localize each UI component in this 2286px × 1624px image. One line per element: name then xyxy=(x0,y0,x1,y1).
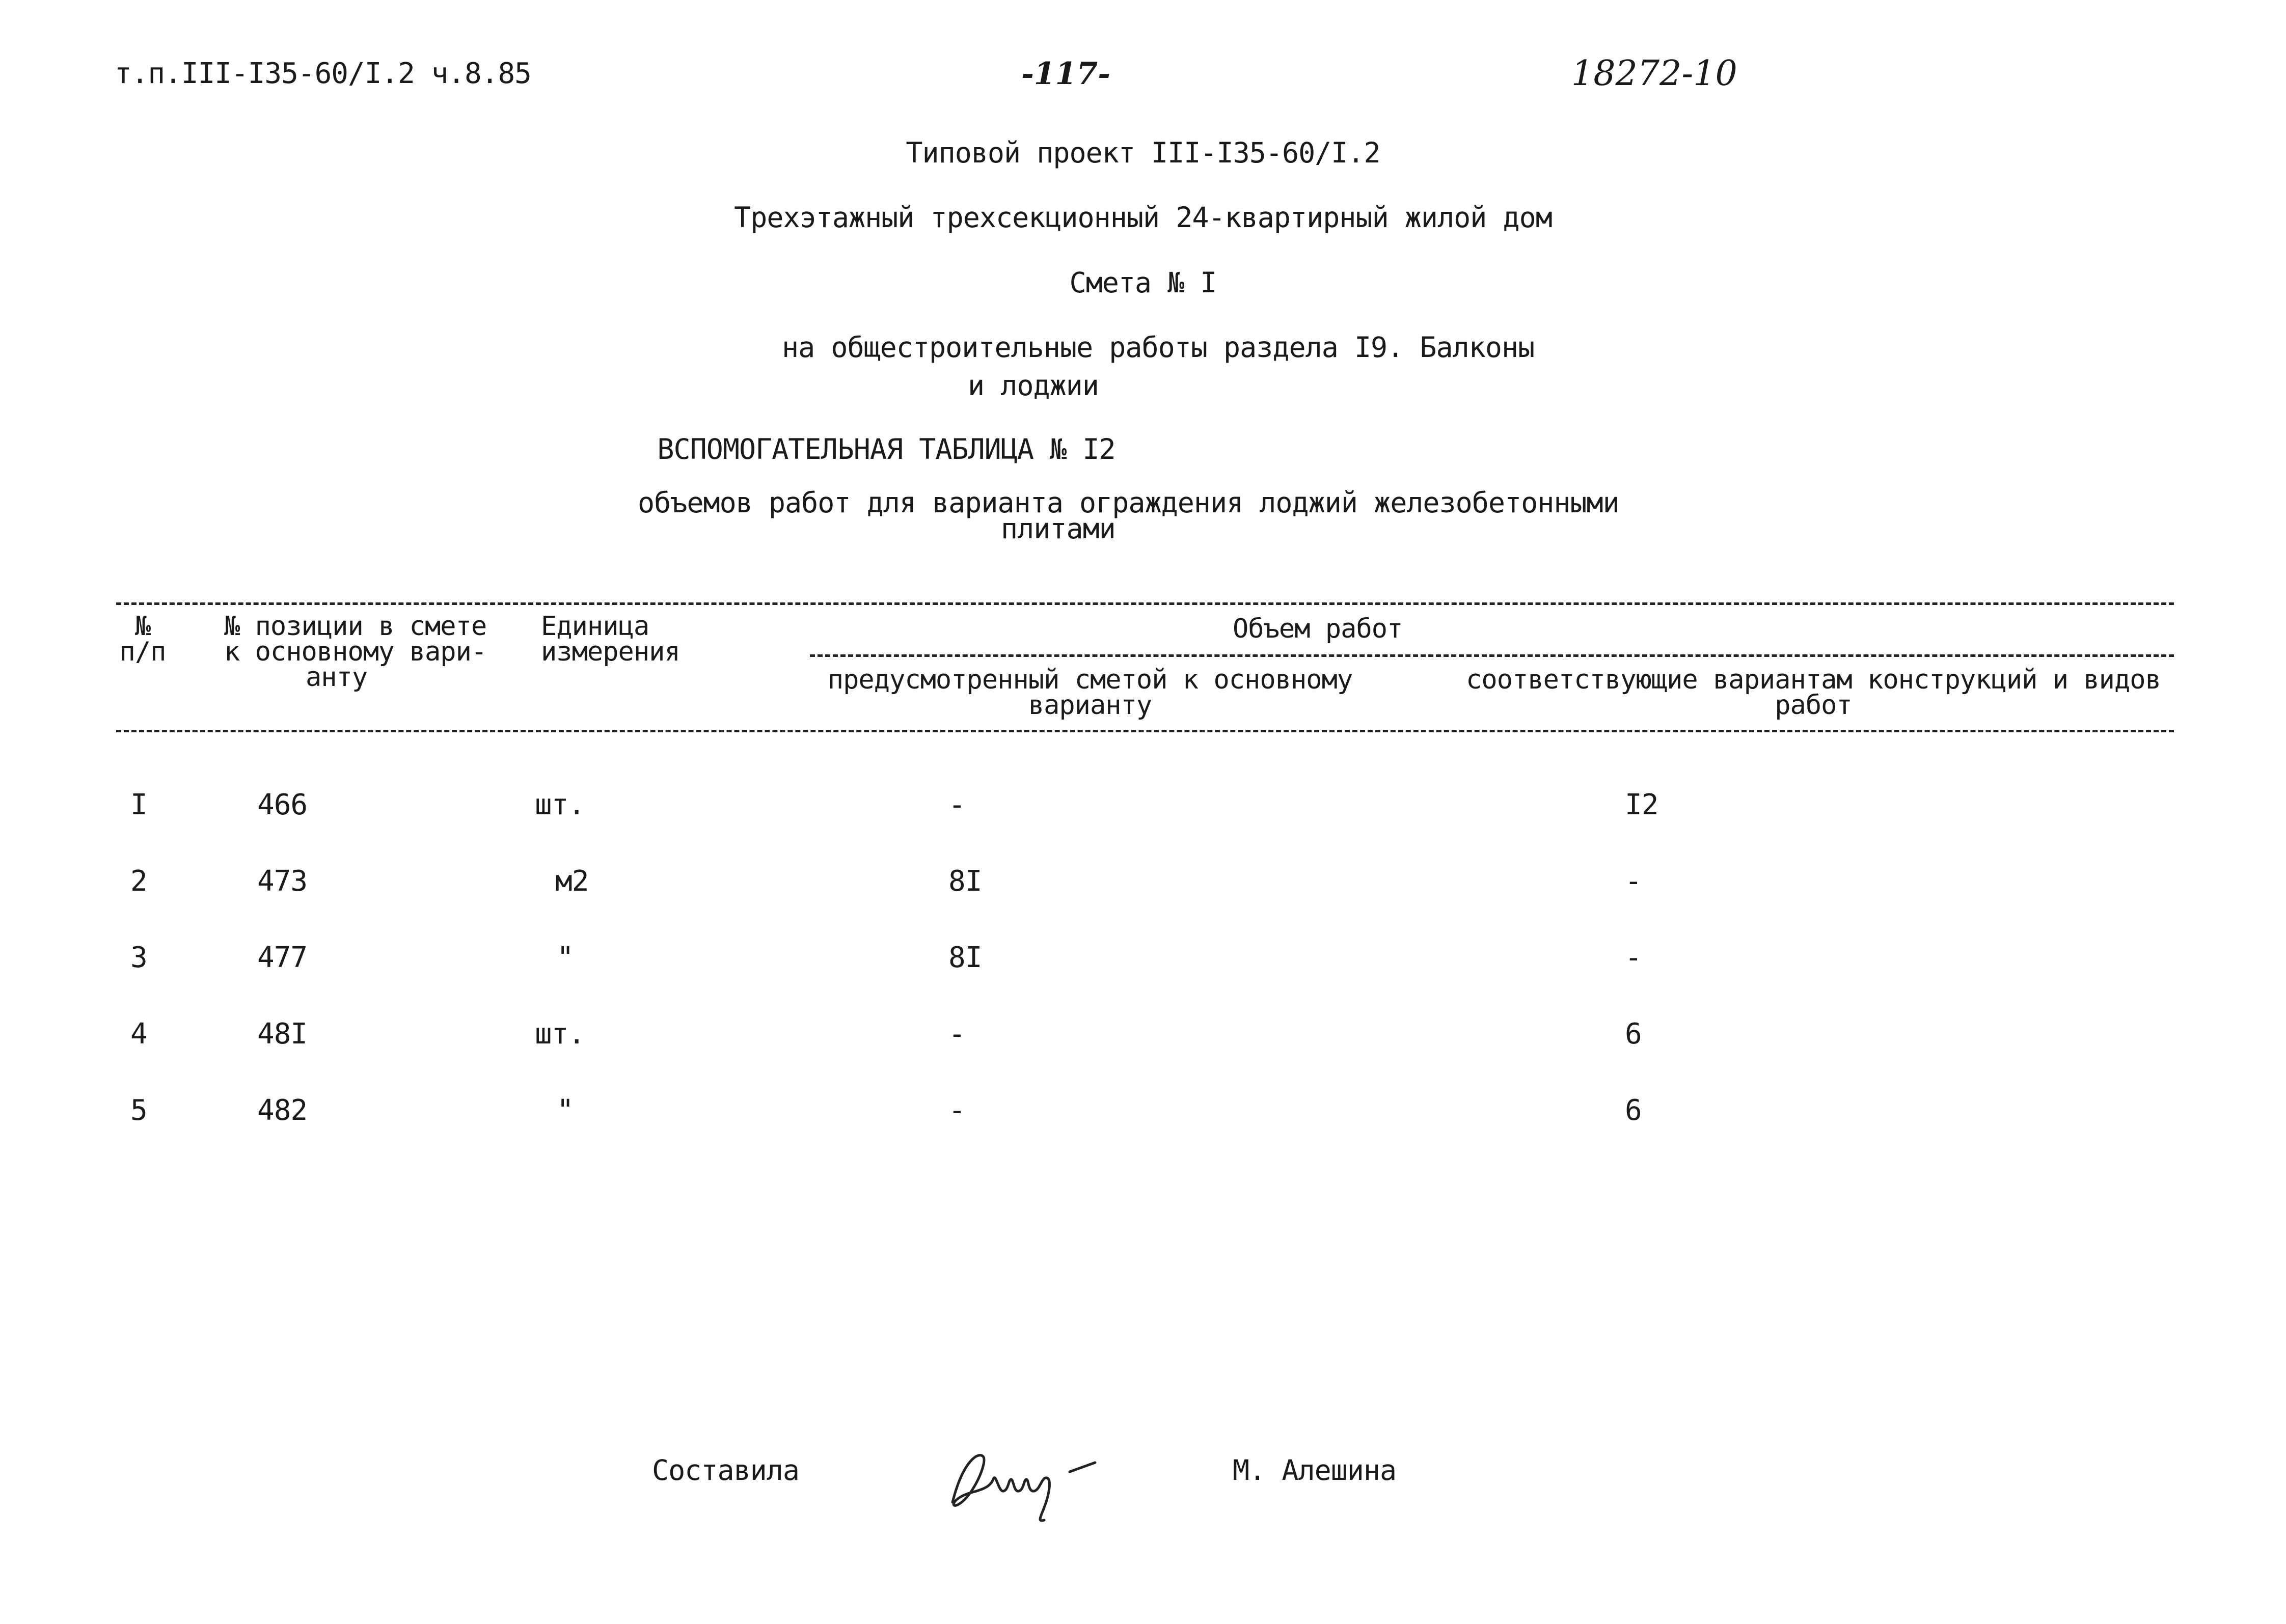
header-position-line2: к основному вари- xyxy=(224,637,487,667)
row-1-base: - xyxy=(948,788,965,821)
section-title-line2: и лоджии xyxy=(968,369,1099,402)
row-5-num: 5 xyxy=(130,1094,147,1127)
row-1-position: 466 xyxy=(257,788,308,821)
row-2-num: 2 xyxy=(130,865,147,898)
header-base-line2: варианту xyxy=(1028,690,1152,721)
estimate-title: Смета № I xyxy=(1069,266,1217,299)
header-num-line2: п/п xyxy=(119,637,166,667)
row-2-unit: м2 xyxy=(555,865,589,898)
row-3-unit: " xyxy=(557,941,574,974)
row-5-base: - xyxy=(948,1094,965,1127)
row-1-unit: шт. xyxy=(535,788,585,821)
header-variant-line1: соответствующие вариантам конструкций и видов xyxy=(1466,665,2161,695)
row-5-unit: " xyxy=(557,1094,574,1127)
header-base-line1: предусмотренный сметой к основному xyxy=(827,665,1353,695)
header-num xyxy=(117,611,168,667)
header-unit xyxy=(541,611,680,667)
row-3-num: 3 xyxy=(130,941,147,974)
table-subtitle-line2: плитами xyxy=(1001,512,1115,545)
header-position-line1: № позиции в смете xyxy=(224,611,487,642)
row-4-unit: шт. xyxy=(535,1017,585,1051)
table-header-bottom-rule xyxy=(116,730,2174,732)
table-title: ВСПОМОГАТЕЛЬНАЯ ТАБЛИЦА № I2 xyxy=(657,433,1115,465)
row-3-position: 477 xyxy=(257,941,308,974)
row-3-base: 8I xyxy=(948,941,982,974)
row-2-variant: - xyxy=(1625,865,1642,898)
row-4-position: 48I xyxy=(257,1017,308,1051)
compiled-by-label: Составила xyxy=(652,1454,800,1487)
building-title: Трехэтажный трехсекционный 24-квартирный жилой дом xyxy=(734,201,1552,234)
header-variant-line2: работ xyxy=(1775,690,1852,721)
row-2-base: 8I xyxy=(948,865,982,898)
project-code: т.п.III-I35-60/I.2 ч.8.85 xyxy=(115,57,531,90)
volume-header-rule xyxy=(810,654,2174,657)
row-5-position: 482 xyxy=(257,1094,308,1127)
project-title: Типовой проект III-I35-60/I.2 xyxy=(906,136,1380,169)
row-3-variant: - xyxy=(1625,941,1642,974)
section-title-line1: на общестроительные работы раздела I9. Балконы xyxy=(782,331,1535,364)
table-top-rule xyxy=(116,602,2174,605)
document-number: 18272-10 xyxy=(1571,53,1737,94)
header-unit-line1: Единица xyxy=(541,611,649,642)
table-subtitle-line1: объемов работ для варианта ограждения лоджий железобетонными xyxy=(638,486,1619,519)
row-4-variant: 6 xyxy=(1625,1017,1642,1051)
handwritten-signature xyxy=(942,1431,1126,1530)
header-unit-line2: измерения xyxy=(541,637,680,667)
row-4-num: 4 xyxy=(130,1017,147,1051)
header-num-line1: № xyxy=(134,611,151,642)
row-5-variant: 6 xyxy=(1625,1094,1642,1127)
row-1-variant: I2 xyxy=(1625,788,1658,821)
header-volume: Объем работ xyxy=(1233,614,1403,644)
header-variant xyxy=(1452,665,2175,721)
header-position xyxy=(224,611,509,693)
header-base xyxy=(810,665,1370,721)
row-4-base: - xyxy=(948,1017,965,1051)
page-number: -117- xyxy=(1021,56,1111,92)
row-2-position: 473 xyxy=(257,865,308,898)
compiler-name: М. Алешина xyxy=(1233,1454,1397,1487)
header-position-line3: анту xyxy=(306,662,368,693)
row-1-num: I xyxy=(130,788,147,821)
signature-scribble-icon xyxy=(942,1431,1126,1528)
